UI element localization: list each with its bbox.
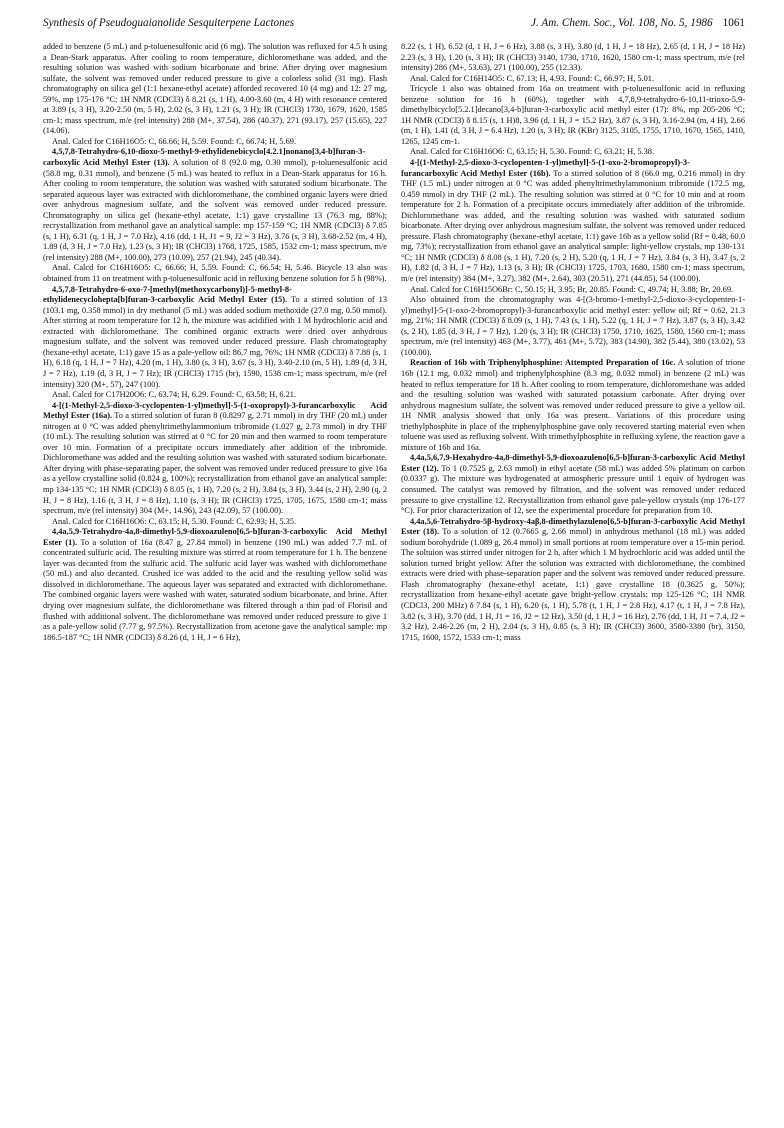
paragraph [401, 453, 745, 516]
compound-heading: Reaction of 16b with Triphenylphosphine: Attempted Preparation of 16c. [410, 358, 676, 368]
page-number: 1061 [722, 17, 745, 29]
paragraph-text: To a stirred solution of 13 (103.1 mg, 0.358 mmol) in dry methanol (5 mL) was added sodium methoxide (27.0 mg, 0.50 mmol). After stirring at room temperature for 12 h, the mixture was acidified with 1 M hydrochloric acid and extracted with dichloromethane. The combined organic extracts were dried over anhydrous magnesium sulfate, and the solvent was removed under reduced pressure. Flash chromatography (hexane-ethyl acetate, 1:1) gave 15 as a pale-yellow oil: 86.7 mg, 76%; 1H NMR (CDCl3) δ 7.88 (s, 1 H), 6.18 (q, 1 H, J = 7 Hz), 4.20 (m, 1 H), 3.80 (s, 3 H), 3.67 (s, 3 H), 3.40-2.10 (m, 5 H), 1.89 (d, 3 H, J = 7 Hz), 1.19 (d, 3 H, J = 7 Hz); IR (CHCl3) 1715 (br), 1590, 1538 cm-1; mass spectrum, m/e (rel intensity) 320 (M+, 57), 247 (100). [43, 295, 387, 389]
paragraph [43, 517, 387, 528]
paragraph-text: Anal. Calcd for C16H16O5: C, 66.66; H, 5.59. Found: C, 66.74; H, 5.69. [52, 136, 297, 146]
paragraph [43, 263, 387, 284]
paragraph [43, 137, 387, 148]
paragraph [401, 84, 745, 147]
paragraph-text: Also obtained from the chromatography was 4-[(3-bromo-1-methyl-2,5-dioxo-3-cyclopenten-1-yl)methyl]-5-(1-oxo-2-bromopropyl)-3-furancarboxylic acid methyl ester: yellow oil; Rf = 0.62, 21.3 mg, 21%; 1H NMR (CDCl3) δ 8.09 (s, 1 H), 7.43 (s, 1 H), 5.22 (q, 1 H, J = 7 Hz), 3.87 (s, 3 H), 3.42 (s, 2 H), 1.85 (d, 3 H, J = 7 Hz), 1.20 (s, 3 H); IR (CHCl3) 1750, 1710, 1625, 1580, 1560 cm-1; mass spectrum, m/e (rel intensity) 463 (M+, 3.77), 461 (M+, 5.72), 383 (14.90), 382 (5.44), 380 (13.02), 53 (100.00). [401, 295, 745, 357]
paragraph [401, 285, 745, 296]
paragraph-text: 8.22 (s, 1 H), 6.52 (d, 1 H, J = 6 Hz), 3.88 (s, 3 H), 3.80 (d, 1 H, J = 18 Hz), 2.65 (d, 1 H, J = 18 Hz) 2.23 (s, 3 H), 1.20 (s, 3 H); IR (CHCl3) 3140, 1730, 1710, 1620, 1580 cm-1; mass spectrum, m/e (rel intensity) 286 (M+, 53.63), 271 (100.00), 255 (12.33). [401, 42, 745, 73]
paragraph [401, 74, 745, 85]
left-column [43, 42, 387, 1122]
paragraph-text: To a solution of 16a (8.47 g, 27.84 mmol) in benzene (190 mL) was added 7.7 mL of concentrated sulfuric acid. The resulting mixture was stirred at room temperature for 1 h. The benzene layer was decanted from the sulfuric acid. The sulfuric acid layer was washed with dichloromethane (50 mL) and also decanted. Crushed ice was added to the acid and the resulting yellow solid was dissolved in dichloromethane. The aqueous layer was separated and extracted with dichloromethane. The combined organic layers were washed with water, saturated sodium bicarbonate, and brine. After drying over magnesium sulfate, the dichloromethane was filtered through a thin pad of Florisil and flushed with additional solvent. The dichloromethane was removed under reduced pressure to give 1 as a pale-yellow solid (7.77 g, 97.5%). Recrystallization from acetone gave the analytical sample: mp 186.5-187 °C; 1H NMR (CDCl3) δ 8.26 (d, 1 H, J = 6 Hz), [43, 537, 387, 642]
paragraph-text: To a stirred solution of furan 8 (0.8297 g, 2.71 mmol) in dry THF (20 mL) under nitrogen at 0 °C was added phenyltrimethylammonium tribromide (1.027 g, 2.73 mmol) in dry THF (10 mL). The resulting solution was stirred at 0 °C for 20 min and then warmed to room temperature over 10 min. Formation of a precipitate occurs immediately after addition of the tribromide. Dichloromethane was added and the resulting solution was washed with saturated sodium bicarbonate. After drying with phase-separating paper, the solvent was removed under reduced pressure to give 16a as a yellow crystalline solid (0.824 g, 100%); recrystallization from ethanol gave an analytical sample: mp 134-135 °C; 1H NMR (CDCl3) δ 8.05 (s, 1 H), 7.20 (s, 2 H), 3.84 (s, 3 H), 3.44 (s, 2 H), 2.90 (q, 2 H, J = 8 Hz), 1.16 (t, 3 H, J = 8 Hz), 1.10 (s, 3 H); IR (CHCl3) 1725, 1705, 1675, 1580 cm-1; mass spectrum, m/e (rel intensity) 304 (M+, 14.96), 243 (42.09), 57 (100.00). [43, 411, 387, 516]
compound-heading: 4,5,7,8-Tetrahydro-6-oxo-7-[methyl(methoxycarbonyl)]-5-methyl-8-ethylidenecyclohepta[b]furan-3-carboxylic Acid Methyl Ester (15). [43, 284, 292, 305]
paragraph [401, 147, 745, 158]
paragraph [401, 42, 745, 74]
paragraph [43, 42, 387, 137]
paragraph-text: Anal. Calcd for C16H16O6: C, 63.15; H, 5.30. Found: C, 62.93; H, 5.35. [52, 516, 297, 526]
compound-heading: 4,4a,5,6-Tetrahydro-5β-hydroxy-4aβ,8-dimethylazuleno[6,5-b]furan-3-carboxylic Acid Methyl Ester (18). [401, 516, 745, 537]
compound-heading: 4,5,7,8-Tetrahydro-6,10-dioxo-5-methyl-9-ethylidenebicyclo[4.2.1]nonano[3,4-b]furan-3-carboxylic Acid Methyl Ester (13). [43, 147, 366, 168]
paragraph-text: Anal. Calcd for C17H20O6: C, 63.74; H, 6.29. Found: C, 63.58; H, 6.21. [52, 390, 297, 400]
paragraph-text: To a solution of 12 (0.7665 g, 2.66 mmol) in anhydrous methanol (18 mL) was added sodium borohydride (1.089 g, 26.4 mmol) in small portions at room temperature over a 15-min period. The soltuion was stirred under nitrogen for 2 h, after which 1 M hydrochloric acid was added until the solution turned bright yellow. After the solution was extracted with dichloromethane, the combined extracts were dried with phase-separation paper and the solvent was removed under reduced pressure. Flash chromatography (hexane-ethyl acetate, 1:1) gave crystalline 18 (0.3625 g, 50%); recrystallization from hexane-ethyl acetate gave bright-yellow crystals: mp 125-126 °C; 1H NMR (CDCl3, 200 MHz) δ 7.84 (s, 1 H), 6.20 (s, 1 H), 5.78 (t, 1 H, J = 2.8 Hz), 4.17 (t, 1 H, J = 7.8 Hz), 3.82 (s, 3 H), 3.70 (dd, 1 H, J1 = 16, J2 = 12 Hz), 3.50 (d, 1 H, J = 16 Hz), 2.76 (dd, 1 H, J1 = 7.4, J2 = 3.2 Hz), 2.46-2.26 (m, 2 H), 2.04 (s, 3 H), 0.85 (s, 3 H); IR (CHCl3) 3600, 3580-3380 (br), 3150, 1715, 1600, 1572, 1533 cm-1; mass [401, 527, 745, 642]
journal-citation [531, 16, 745, 30]
paragraph-text: A solution of trione 16b (12.1 mg, 0.032 mmol) and triphenylphosphine (8.3 mg, 0.032 mmol) in benzene (2 mL) was heated to reflux temperature for 18 h. After cooling to room temperature, dichloromethane was added and the resulting solution was washed with saturated potassium carbonate. After drying over anhydrous magnesium sulfate, the solvent was removed under reduced pressure to give a yellow oil. 1H NMR analysis showed that only 16a was present. Variations of this procedure using triethylphosphite in place of the triphenylphosphine gave only recovered starting material even when toluene was used as refluxing solvent. With trimethylphosphite in refluxing xylene, the reaction gave a mixture of 16b and 16a. [401, 358, 745, 452]
paragraph [43, 285, 387, 390]
running-title: Synthesis of Pseudoguaianolide Sesquiterpene Lactones [43, 17, 295, 29]
page-header [43, 0, 745, 46]
compound-heading: 4,4a,5,6,7,9-Hexahydro-4a,8-dimethyl-5,9-dioxoazuleno[6,5-b]furan-3-carboxylic Acid Methyl Ester (12). [401, 453, 745, 473]
compound-heading: 4,4a,5,9-Tetrahydro-4a,8-dimethyl-5,9-dioxoazuleno[6,5-b]furan-3-carboxylic Acid Methyl Ester (1). [43, 527, 387, 547]
paragraph [401, 517, 745, 644]
paragraph [43, 147, 387, 263]
paragraph [401, 358, 745, 453]
compound-heading: 4-[(1-Methyl-2,5-dioxo-3-cyclopenten-1-yl)methyl]-5-(1-oxo-2-bromopropyl)-3-furancarboxylic Acid Methyl Ester (16b). [401, 158, 690, 178]
right-column [401, 42, 745, 1122]
paragraph-text: Tricycle 1 also was obtained from 16a on treatment with p-toluenesulfonic acid in refluxing benzene solution for 16 h (60%), together with 4,7,8,9-tetrahydro-6-10,11-trioxo-5,9-dimethylbicyclo[5.2.1]decano[3,4-b]furan-3-carboxylic acid methyl ester (17): 8%, mp 205-206 °C; 1H NMR (CDCl3) δ 8.15 (s, 1 H)8, 3.96 (d, 1 H, J = 15.2 Hz), 3.87 (s, 3 H), 3.16-2.94 (m, 4 H), 2.66 (m, 1 H), 1.41 (d, 3 H, J = 6.4 Hz), 1.20 (s, 3 H); IR (KBr) 3125, 3105, 1755, 1710, 1670, 1565, 1410, 1265, 1245 cm-1. [401, 84, 745, 146]
paragraph-text: Anal. Calcd for C16H16O6: C, 63.15; H, 5.30. Found: C, 63.21; H, 5.38. [410, 147, 655, 157]
paragraph-text: To 1 (0.7525 g, 2.63 mmol) in ethyl acetate (58 mL) was added 5% platinum on carbon (0.0337 g). The mixture was hydrogenated at atmospheric pressure until 1 equiv of hydrogen was consumed. The catalyst was removed by filtration, and the solvent was removed under reduced pressure to give crystalline 12. Recrystallization from ethanol gave pale-yellow crystals (mp 176-177 °C). For prior characterization of 12, see the experimental procedure for preparation from 10. [401, 463, 745, 516]
paragraph-text: Anal. Calcd for C16H15O6Br: C, 50.15; H, 3.95; Br, 20.85. Found: C, 49.74; H, 3.88; Br, 20.69. [410, 284, 734, 294]
paragraph [401, 295, 745, 358]
paragraph-text: added to benzene (5 mL) and p-toluenesulfonic acid (6 mg). The solution was refluxed for 4.5 h using a Dean-Stark apparatus. After cooling to room temperature, dichloromethane was added, and the resulting solution was washed with sodium bicarbonate and brine. After drying over magnesium sulfate, the solvent was removed under reduced pressure to give a colorless solid (31 mg). Flash chromatography on silica gel (1:1 hexane-ethyl acetate) afforded recovered 10 (4 mg) and 12: 27 mg, 59%, mp 175-176 °C; 1H NMR (CDCl3) δ 8.21 (s, 1 H), 4.00-3.60 (m, 4 H) with resonance centered at 3.89 (s, 3 H), 3.20-2.50 (m, 5 H), 2.02 (s, 3 H), 1.21 (s, 3 H); IR (CHCl3) 1730, 1679, 1620, 1585 cm-1; mass spectrum, m/e (rel intensity) 288 (M+, 37.54), 286 (40.37), 271 (93.17), 257 (15.65), 227 (14.06). [43, 42, 387, 136]
paragraph-text: Anal. Calcd for C16H14O5: C, 67.13; H, 4.93. Found: C, 66.97; H, 5.01. [410, 73, 655, 83]
paragraph [43, 401, 387, 517]
paragraph [43, 527, 387, 643]
paragraph-text: Anal. Calcd for C16H16O5: C, 66.66; H, 5.59. Found: C, 66.54; H, 5.46. Bicycle 13 also was obtained from 11 on treatment with p-toluenesulfonic acid in refluxing benzene solution for 5 h (98%). [43, 263, 387, 284]
paragraph [43, 390, 387, 401]
paragraph [401, 158, 745, 285]
compound-heading: 4-[(1-Methyl-2,5-dioxo-3-cyclopenten-1-yl)methyl]-5-(1-oxopropyl)-3-furancarboxylic Acid Methyl Ester (16a). [43, 400, 387, 421]
journal-name: J. Am. Chem. Soc., Vol. 108, No. 5, 1986 [531, 17, 713, 29]
paragraph-text: A solution of 8 (92.0 mg, 0.30 mmol), p-toluenesulfonic acid (58.8 mg, 0.31 mmol), and benzene (5 mL) was heated to reflux in a Dean-Stark apparatus for 16 h. After cooling to room temperature, the solution was washed with saturated sodium bicarbonate. The separated aqueous layer was extracted with dichloromethane, the combined organic layers were dried over anhydrous magnesium sulfate, and the solvent was removed under reduced pressure. Chromatography on silica gel (hexane-ethyl acetate, 1:1) gave crystalline 13 (76.3 mg, 88%); recrystallization from methanol gave an analytical sample: mp 157-159 °C; 1H NMR (CDCl3) δ 7.85 (s, 1 H), 6.31 (q, 1 H, J = 7.0 Hz), 4.16 (dd, 1 H, J1 = 9, J2 = 3 Hz), 3.76 (s, 3 H), 3.68-2.52 (m, 4 H), 1.89 (d, 3 H, J = 7.0 Hz), 1.23 (s, 3 H); IR (CHCl3) 1768, 1725, 1585, 1532 cm-1; mass spectrum, m/e (rel intensity) 288 (M+, 100.00), 273 (10.09), 257 (21.94), 245 (40.34). [43, 158, 387, 262]
paragraph-text: To a stirred solution of 8 (66.0 mg, 0.216 mmol) in dry THF (1.5 mL) under nitrogen at 0 °C was added phenyltrimethylammonium tribromide (172.5 mg, 0.459 mmol) in dry THF (2 mL). The resulting solution was stirred at 0 °C for 10 min and at room temperature for 2 h. Formation of a precipitate occurs immediately after addition of the tribromide. Dichloromethane was added, and the resulting solution was washed with saturated sodium bicarbonate. After drying over anhydrous magnesium sulfate, the solvent was removed under reduced pressure. Flash chromatography (hexane-ethyl acetate, 1:1) gave 16b as a yellow solid (Rf = 0.48, 60.0 mg, 73%); recrystallization from ethanol gave an analytical sample: light-yellow crystals, mp 130-131 °C; 1H NMR (CDCl3) δ 8.08 (s, 1 H), 7.20 (s, 2 H), 5.20 (q, 1 H, J = 7 Hz), 3.84 (s, 3 H), 3.47 (s, 2 H), 1.82 (d, 3 H, J = 7 Hz), 1.13 (s, 3 H); IR (CHCl3) 1725, 1703, 1680, 1580 cm-1; mass spectrum, m/e (rel intensity) 384 (M+, 3.27), 382 (M+, 2.64), 303 (20.51), 271 (44.85), 54 (100.00). [401, 168, 745, 284]
